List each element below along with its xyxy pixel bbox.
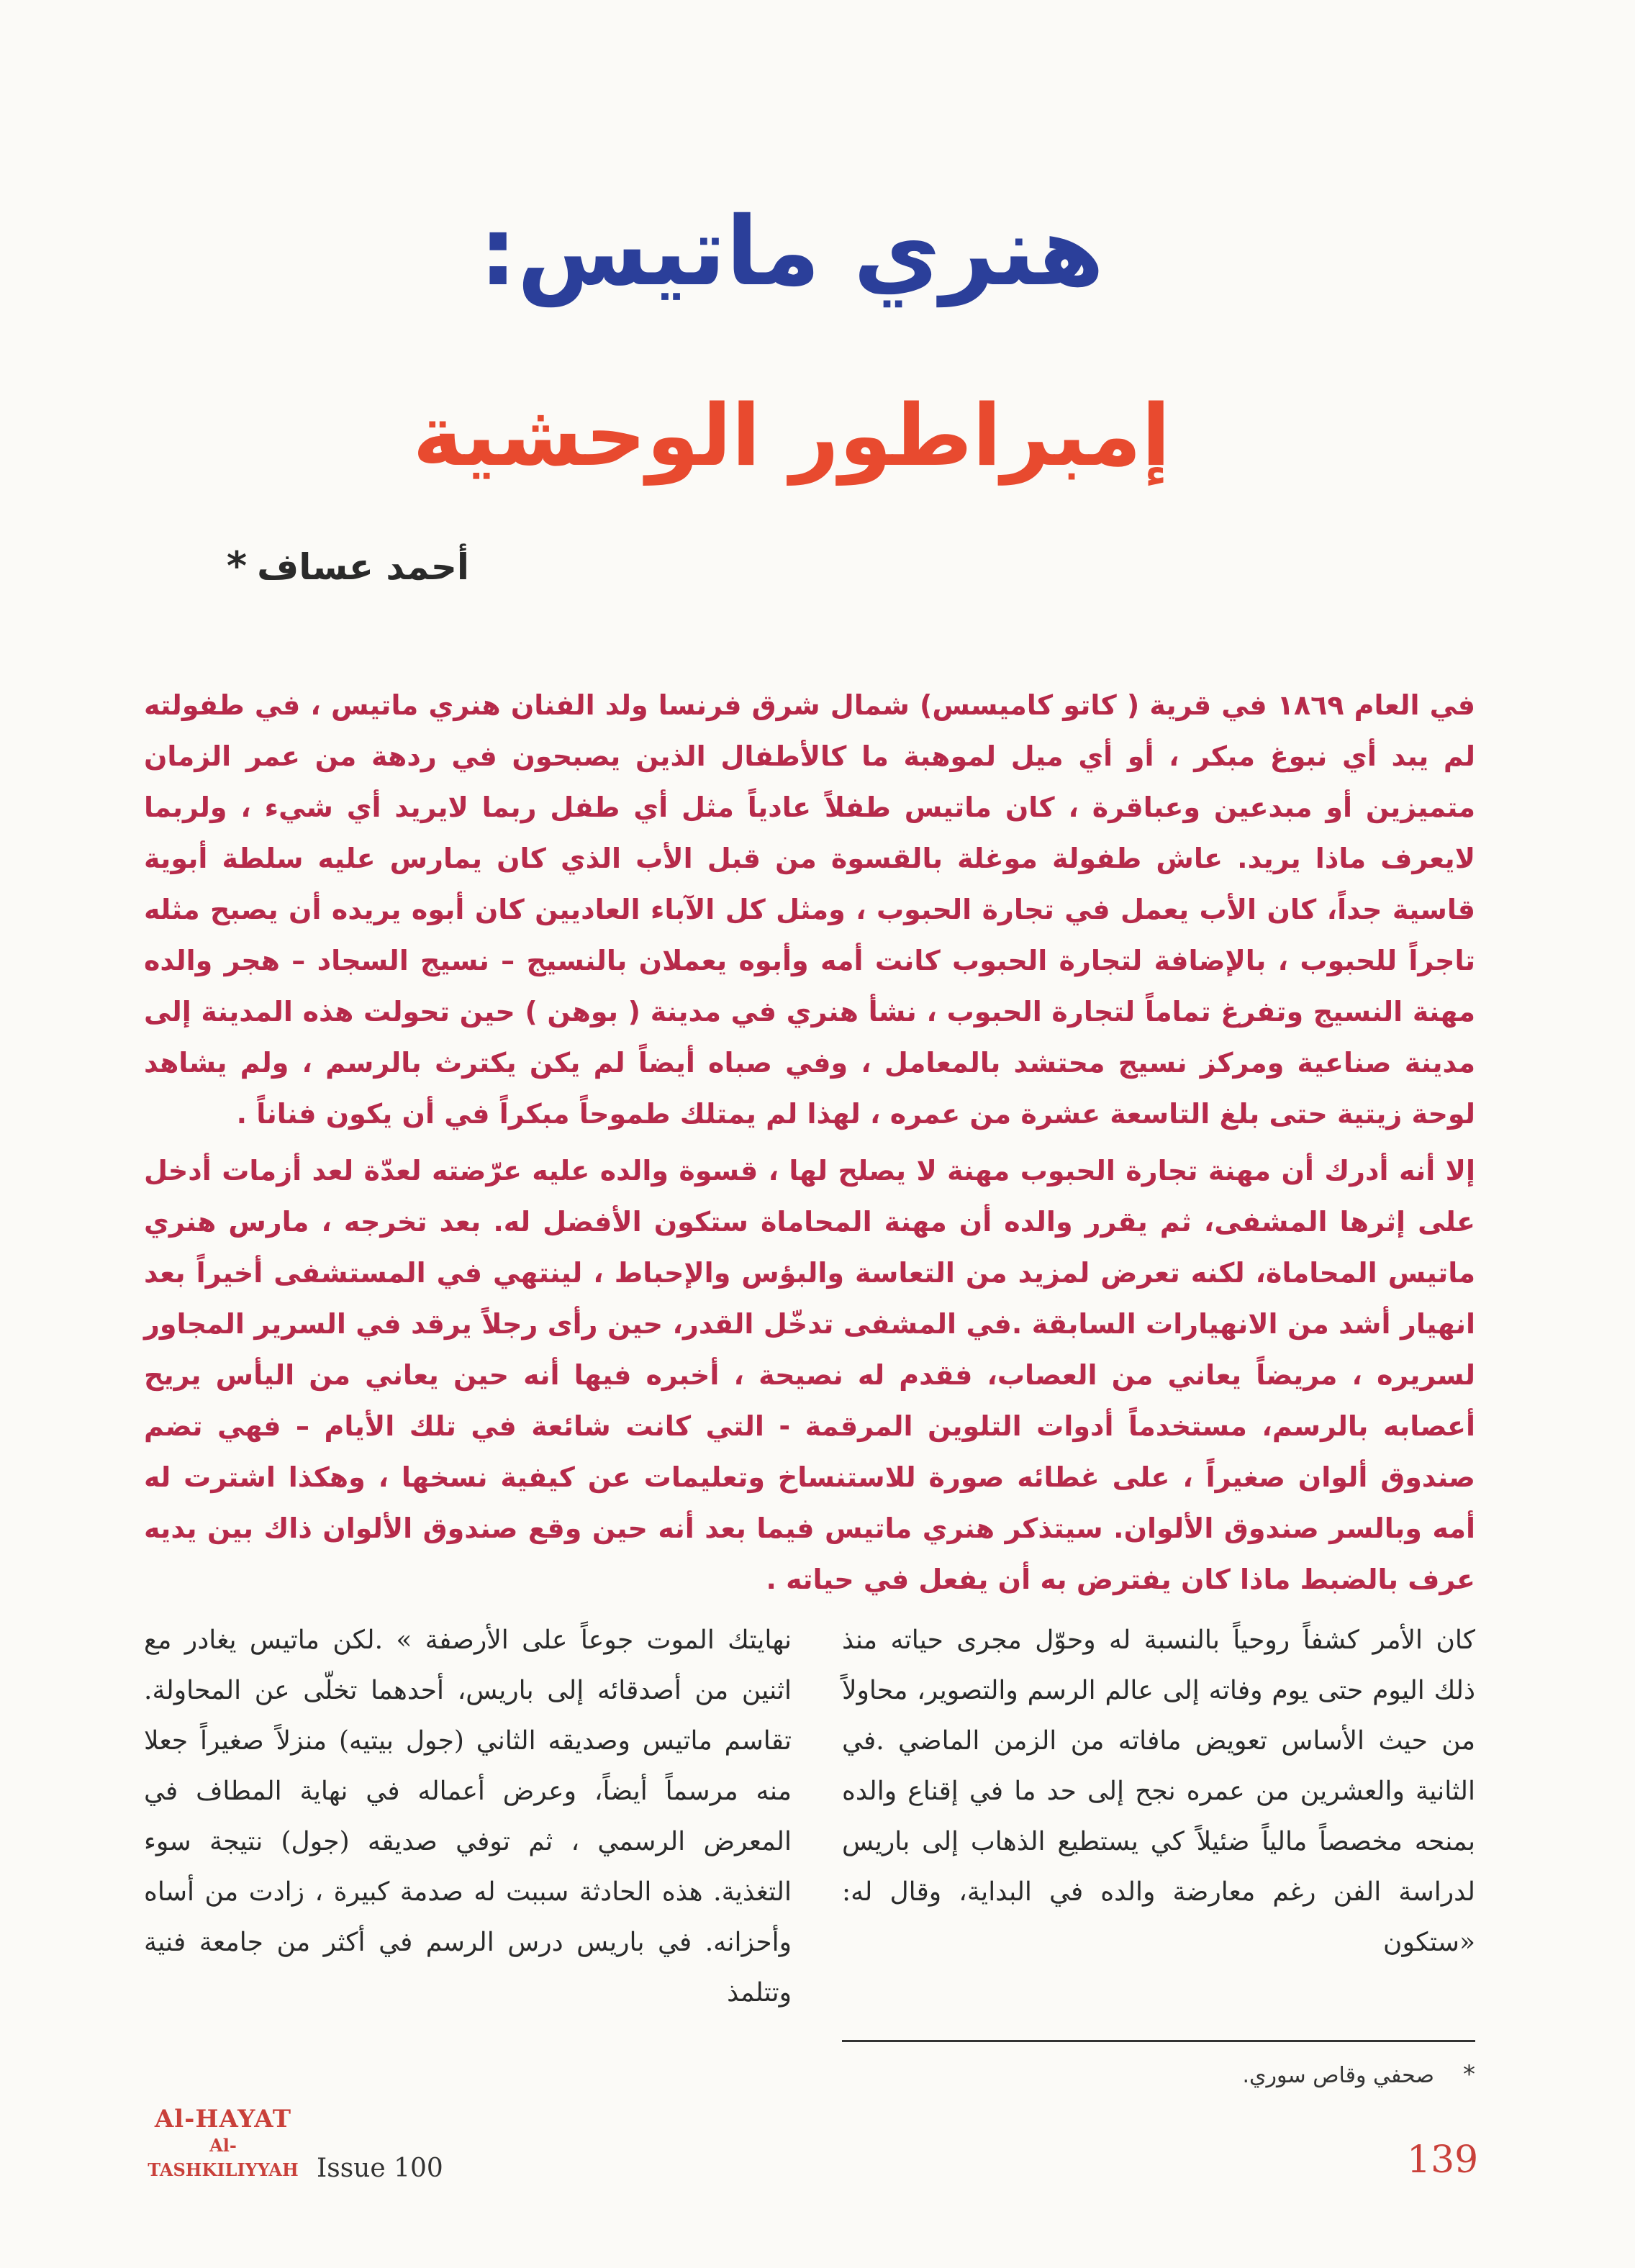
footnote-text: صحفي وقاص سوري. xyxy=(1242,2063,1434,2088)
intro-section xyxy=(144,680,1475,1611)
logo-line-2: Al-TASHKILIYYAH xyxy=(148,2135,299,2180)
footnote-mark: * xyxy=(1463,2060,1475,2089)
intro-paragraph: إلا أنه أدرك أن مهنة تجارة الحبوب مهنة لا يصلح لها ، قسوة والده عليه عرّضته لعدّة لعد أزمات أدخل على إثرها المشفى، ثم يقرر والده أن مهنة المحاماة ستكون الأفضل له. بعد تخرجه ، مارس هنري ماتيس المحاماة، لكنه تعرض لمزيد من التعاسة والبؤس والإحباط ، لينتهي في المستشفى أخيراً بعد انهيار أشد من الانهيارات السابقة .في المشفى تدخّل القدر، حين رأى رجلاً يرقد في السرير المجاور لسريره ، مريضاً يعاني من العصاب، فقدم له نصيحة ، أخبره فيها أنه حين يعاني من اليأس يريح أعصابه بالرسم، مستخدماً أدوات التلوين المرقمة - التي كانت شائعة في تلك الأيام – فهي تضم صندوق ألوان صغيراً ، على غطائه صورة للاستنساخ وتعليمات عن كيفية نسخها ، وهكذا اشترت له أمه وبالسر صندوق الألوان. سيتذكر هنري ماتيس فيما بعد أنه حين وقع صندوق الألوان ذاك بين يديه عرف بالضبط ماذا كان يفترض به أن يفعل في حياته . xyxy=(144,1155,1475,1595)
body-column-left xyxy=(144,1615,792,2018)
article-title: هنري ماتيس: xyxy=(479,196,1105,307)
body-paragraph: كان الأمر كشفاً روحياً بالنسبة له وحوّل مجرى حياته منذ ذلك اليوم حتى يوم وفاته إلى عالم الرسم والتصوير، محاولاً من حيث الأساس تعويض مافاته من الزمن الماضي .في الثانية والعشرين من عمره نجح إلى حد ما في إقناع والده بمنحه مخصصاً مالياً ضئيلاً كي يستطيع الذهاب إلى باريس لدراسة الفن رغم معارضة والده في البداية، وقال له: «ستكون xyxy=(842,1625,1475,1957)
author-name: أحمد عساف xyxy=(257,546,469,588)
author-byline xyxy=(227,541,469,592)
footnote-divider xyxy=(842,2040,1475,2042)
body-paragraph: نهايتك الموت جوعاً على الأرصفة » .لكن ماتيس يغادر مع اثنين من أصدقائه إلى باريس، أحدهما تخلّى عن المحاولة. تقاسم ماتيس وصديقه الثاني (جول بيتيه) منزلاً صغيراً جعلا منه مرسماً أيضاً، وعرض أعماله في نهاية المطاف في المعرض الرسمي ، ثم توفي صديقه (جول) نتيجة سوء التغذية. هذه الحادثة سببت له صدمة كبيرة ، زادت من أساه وأحزانه. في باريس درس الرسم في أكثر من جامعة فنية وتتلمذ xyxy=(144,1625,792,2008)
issue-label: Issue 100 xyxy=(317,2154,443,2183)
author-footnote-mark: * xyxy=(226,543,248,589)
body-column-right xyxy=(842,1615,1475,1968)
magazine-logo xyxy=(144,2105,302,2182)
article-subtitle: إمبراطور الوحشية xyxy=(412,386,1171,485)
logo-line-1: Al-HAYAT xyxy=(154,2105,292,2133)
intro-paragraph: في العام ١٨٦٩ في قرية ( كاتو كاميسس) شمال شرق فرنسا ولد الفنان هنري ماتيس ، في طفولته لم يبد أي نبوغ مبكر ، أو أي ميل لموهبة ما كالأطفال الذين يصبحون في ردهة من عمر الزمان متميزين أو مبدعين وعباقرة ، كان ماتيس طفلاً عادياً مثل أي طفل ربما لايريد أي شيء ، ولربما لايعرف ماذا يريد. عاش طفولة موغلة بالقسوة من قبل الأب الذي كان يمارس عليه سلطة أبوية قاسية جداً، كان الأب يعمل في تجارة الحبوب ، ومثل كل الآباء العاديين كان أبوه يريده أن يصبح مثله تاجراً للحبوب ، بالإضافة لتجارة الحبوب كانت أمه وأبوه يعملان بالنسيج – نسيج السجاد – هجر والده مهنة النسيج وتفرغ تماماً لتجارة الحبوب ، نشأ هنري في مدينة ( بوهن ) حين تحولت هذه المدينة إلى مدينة صناعية ومركز نسيج محتشد بالمعامل ، وفي صباه أيضاً لم يكن يكترث بالرسم ، ولم يشاهد لوحة زيتية حتى بلغ التاسعة عشرة من عمره ، لهذا لم يمتلك طموحاً مبكراً في أن يكون فناناً . xyxy=(144,689,1475,1130)
footnote xyxy=(842,2054,1475,2096)
page-number: 139 xyxy=(1407,2138,1479,2182)
